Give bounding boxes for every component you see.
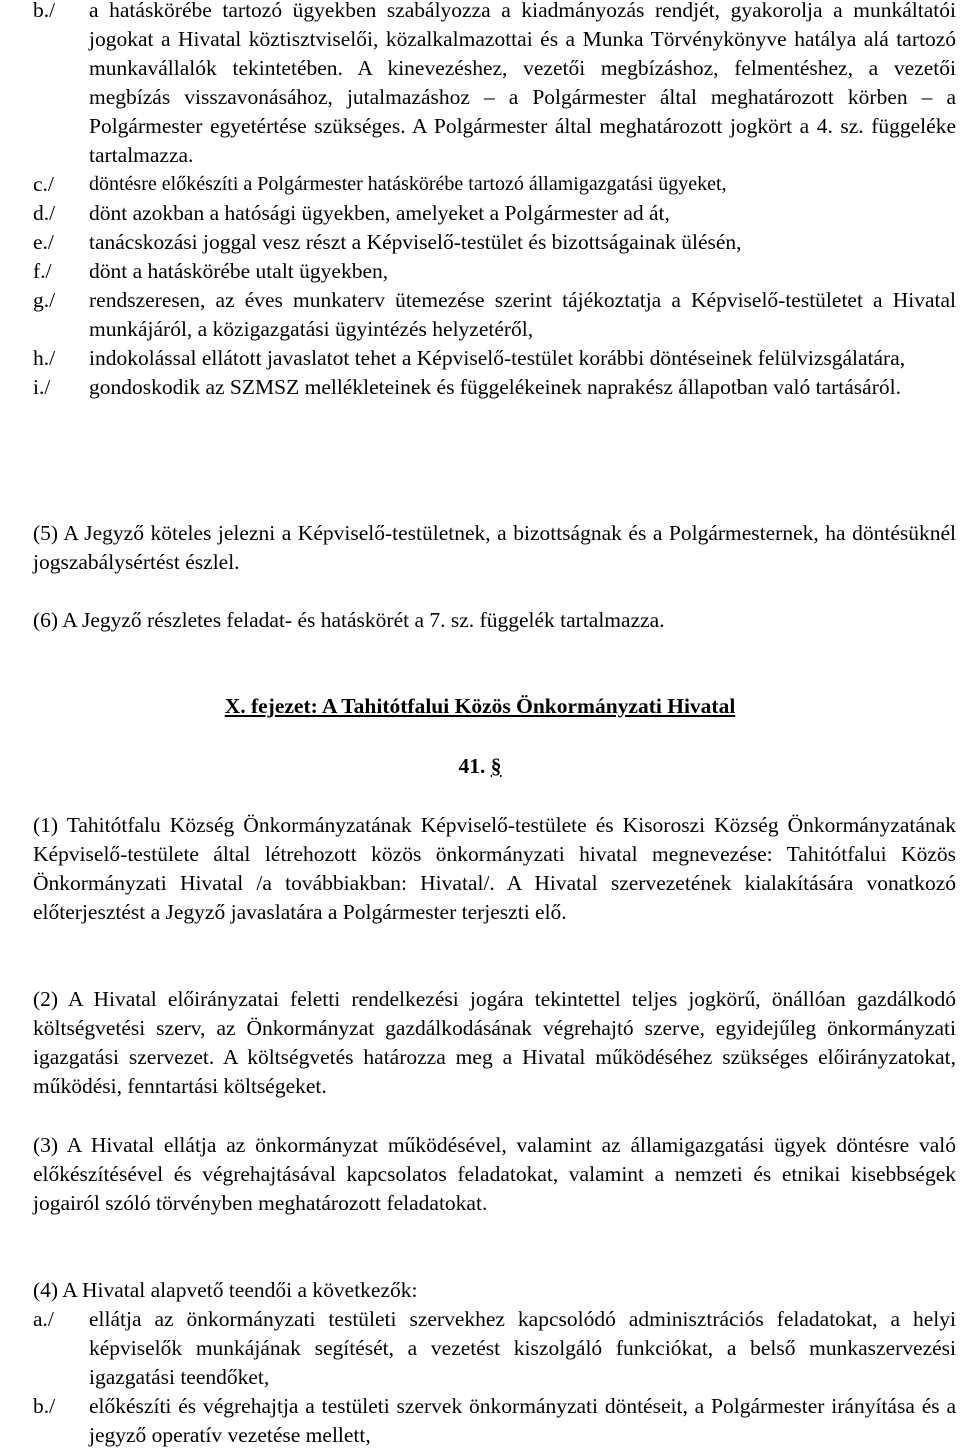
list-item-label: c./ [33,172,54,196]
list-item [33,0,956,170]
paragraph-6: (6) A Jegyző részletes feladat- és hatáskörét a 7. sz. függelék tartalmazza. [33,608,665,632]
list-item [33,228,956,257]
list-item-text: dönt azokban a hatósági ügyekben, amelyeket a Polgármester ad át, [89,201,670,225]
chapter-heading [0,692,960,721]
list-item-text: döntésre előkészíti a Polgármester hatáskörébe tartozó államigazgatási ügyeket, [89,173,727,195]
list-item-label: h./ [33,346,56,370]
paragraph-5: (5) A Jegyző köteles jelezni a Képviselő-testületnek, a bizottságnak és a Polgármesternek, ha döntésüknél jogszabálysértést észlel. [33,521,956,574]
hivatal-duties-list [33,1305,956,1450]
list-item-text: előkészíti és végrehajtja a testületi szervek önkormányzati döntéseit, a Polgármester irányítása és a jegyző operatív vezetése mellett, [89,1394,956,1447]
chapter-heading-text: X. fejezet: A Tahitótfalui Közös Önkormányzati Hivatal [224,694,736,718]
section-number [0,752,960,781]
list-item [33,373,956,402]
list-item-label: b./ [33,0,56,22]
list-item-text: ellátja az önkormányzati testületi szervekhez kapcsolódó adminisztrációs feladatokat, a helyi képviselők munkájának segítését, a vezetést kiszolgáló funkciókat, a belső munkaszervezési igazgatási teendőket, [89,1307,956,1389]
list-item-text: rendszeresen, az éves munkaterv ütemezése szerint tájékoztatja a Képviselő-testületet a Hivatal munkájáról, a közigazgatási ügyintézés helyzetéről, [89,288,956,341]
list-item [33,1305,956,1392]
section-41-paragraph-2: (2) A Hivatal előirányzatai feletti rendelkezési jogára tekintettel teljes jogkörű, önállóan gazdálkodó költségvetési szerv, az Önkormányzat gazdálkodásának végrehajtó szerve, egyidejűleg önkormányzati igazgatási szervezet. A költségvetés határozza meg a Hivatal működéséhez szükséges előirányzatokat, működési, fenntartási költségeket. [33,987,956,1098]
list-item [33,170,956,199]
list-item [33,257,956,286]
jegyzo-duties-list [33,0,956,402]
section-symbol: § [490,754,502,778]
list-item [33,286,956,344]
list-item-text: a hatáskörébe tartozó ügyekben szabályozza a kiadmányozás rendjét, gyakorolja a munkáltatói jogokat a Hivatal köztisztviselői, közalkalmazottai és a Munka Törvénykönyve hatálya alá tartozó munkavállalók tekintetében. A kinevezéshez, vezetői megbízáshoz, felmentéshez, a vezetői megbízás visszavonásához, jutalmazáshoz – a Polgármester által meghatározott körben – a Polgármester egyetértése szükséges. A Polgármester által meghatározott jogkört a 4. sz. függeléke tartalmazza. [89,0,956,167]
list-item-label: e./ [33,230,54,254]
list-item-text: dönt a hatáskörébe utalt ügyekben, [89,259,389,283]
list-item-label: b./ [33,1394,56,1418]
list-item-label: g./ [33,288,56,312]
list-item-label: f./ [33,259,52,283]
list-item-text: tanácskozási joggal vesz részt a Képviselő-testület és bizottságainak ülésén, [89,230,742,254]
list-item-label: a./ [33,1307,54,1331]
section-41-paragraph-1: (1) Tahitótfalu Község Önkormányzatának Képviselő-testülete és Kisoroszi Község Önkormányzatának Képviselő-testülete által létrehozott közös önkormányzati hivatal megnevezése: Tahitótfalui Közös Önkormányzati Hivatal /a továbbiakban: Hivatal/. A Hivatal szervezetének kialakítására vonatkozó előterjesztést a Jegyző javaslatára a Polgármester terjeszti elő. [33,813,956,924]
list-item-label: i./ [33,375,51,399]
section-41-paragraph-3: (3) A Hivatal ellátja az önkormányzat működésével, valamint az államigazgatási ügyek döntésre való előkészítésével és végrehajtásával kapcsolatos feladatokat, valamint a nemzeti és etnikai kisebbségek jogairól szóló törvényben meghatározott feladatokat. [33,1133,956,1215]
list-item-label: d./ [33,201,56,225]
list-item [33,199,956,228]
list-item [33,344,956,373]
section-number-text: 41. [458,754,486,778]
list-item-text: gondoskodik az SZMSZ mellékleteinek és függelékeinek naprakész állapotban való tartásáról. [89,375,901,399]
list-item-text: indokolással ellátott javaslatot tehet a Képviselő-testület korábbi döntéseinek felülvizsgálatára, [89,346,906,370]
list-item [33,1392,956,1450]
section-41-paragraph-4-intro: (4) A Hivatal alapvető teendői a következők: [33,1278,418,1302]
